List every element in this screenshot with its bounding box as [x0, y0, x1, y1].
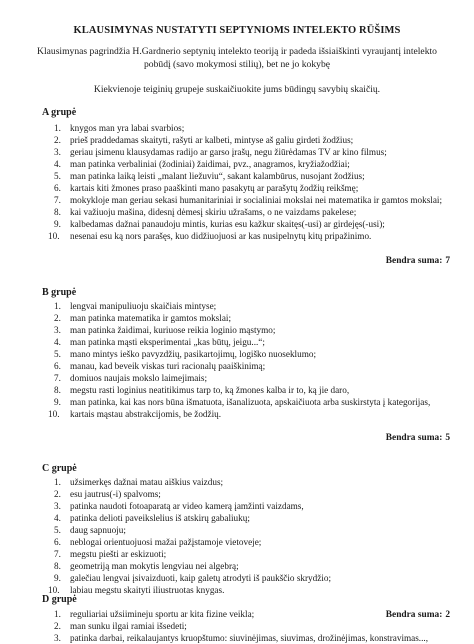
- list-item-number: 1.: [54, 609, 61, 619]
- group-c-sum-value: 2: [445, 610, 450, 620]
- list-item-text: neblogai orientuojuosi mažai pažįstamoje vietoveje;: [70, 537, 262, 547]
- list-item-text: patinka delioti paveikslelius iš atskirų gabaliukų;: [70, 513, 250, 523]
- group-c-title: C grupė: [42, 463, 77, 474]
- list-item-text: kalbedamas dažnai panaudoju mintis, kurias esu kažkur skaitęs(-usi) ar girdejęs(-usi);: [70, 219, 385, 229]
- list-item-text: labiau megstu skaityti iliustruotas knygas.: [70, 585, 225, 595]
- list-item: [42, 218, 462, 230]
- group-c-sum-label: Bendra suma:: [385, 610, 443, 620]
- list-item-number: 1.: [54, 123, 61, 133]
- list-item: [42, 476, 462, 488]
- list-item: [42, 170, 462, 182]
- list-item-number: 1.: [54, 477, 61, 487]
- list-item-text: reguliariai užsiimineju sportu ar kita fizine veikla;: [70, 609, 255, 619]
- list-item: [42, 632, 462, 644]
- list-item-text: esu jautrus(-i) spalvoms;: [70, 489, 161, 499]
- group-a-sum-value: 7: [445, 256, 450, 266]
- list-item-number: 4.: [54, 513, 61, 523]
- list-item-number: 2.: [54, 489, 61, 499]
- group-c-list: [42, 476, 462, 596]
- list-item-text: geometriją man mokytis lengviau nei algebrą;: [70, 561, 239, 571]
- group-b-sum: [386, 432, 450, 444]
- group-a-title: A grupė: [42, 107, 77, 118]
- list-item-number: 5.: [54, 171, 61, 181]
- list-item: [42, 620, 462, 632]
- list-item-text: megstu rasti loginius neatitikimus tarp to, ką žmones kalba ir to, ką jie daro,: [70, 385, 350, 395]
- list-item-text: patinka naudoti fotoaparatą ar video kamerą įamžinti vaizdams,: [70, 501, 304, 511]
- list-item-text: man patinka žaidimai, kuriuose reikia loginio mąstymo;: [70, 325, 276, 335]
- list-item-number: 2.: [54, 313, 61, 323]
- list-item-number: 10.: [48, 585, 60, 595]
- list-item-number: 8.: [54, 207, 61, 217]
- list-item-text: patinka darbai, reikalaujantys kruopštumo: siuvinėjimas, siuvimas, drožinėjimas, konstravimas...,: [70, 633, 428, 643]
- list-item: [42, 312, 462, 324]
- list-item-number: 2.: [54, 135, 61, 145]
- list-item-text: kai važiuoju mašina, didesnį dėmesį skiriu užrašams, o ne vaizdams pakelese;: [70, 207, 357, 217]
- list-item-number: 4.: [54, 159, 61, 169]
- list-item-number: 4.: [54, 337, 61, 347]
- list-item-number: 3.: [54, 633, 61, 643]
- list-item-text: daug sapnuoju;: [70, 525, 126, 535]
- list-item-text: mokykloje man geriau sekasi humanitariniai ir socialiniai mokslai nei matematika ir gamtos mokslai;: [70, 195, 443, 205]
- list-item-number: 5.: [54, 349, 61, 359]
- list-item-text: geriau įsimenu klausydamas radijo ar garso įrašų, negu žiūrėdamas TV ar kino filmus;: [70, 147, 387, 157]
- group-b-sum-label: Bendra suma:: [385, 433, 443, 443]
- list-item: [42, 560, 462, 572]
- list-item-number: 3.: [54, 325, 61, 335]
- list-item: [42, 324, 462, 336]
- list-item: [42, 396, 462, 408]
- list-item-number: 3.: [54, 147, 61, 157]
- group-a-list: [42, 122, 462, 242]
- list-item-number: 10.: [48, 409, 60, 419]
- list-item-number: 9.: [54, 573, 61, 583]
- list-item: [42, 548, 462, 560]
- list-item-number: 6.: [54, 537, 61, 547]
- list-item-number: 8.: [54, 385, 61, 395]
- list-item: [42, 206, 462, 218]
- list-item-number: 2.: [54, 621, 61, 631]
- list-item-text: megstu piešti ar eskizuoti;: [70, 549, 167, 559]
- list-item-number: 10.: [48, 231, 60, 241]
- list-item: [42, 408, 462, 420]
- intro-paragraph: Klausimynas pagrindžia H.Gardnerio septynių intelekto teoriją ir padeda išsiaiškinti vyraujantį intelekto pobūdį (savo mokymosi stilių), bet ne jo kokybę: [37, 46, 437, 70]
- list-item-text: galečiau lengvai įsivaizduoti, kaip galetų atrodyti iš paukščio skrydžio;: [70, 573, 332, 583]
- list-item: [42, 348, 462, 360]
- list-item: [42, 488, 462, 500]
- list-item-text: man patinka matematika ir gamtos mokslai;: [70, 313, 231, 323]
- list-item-text: man sunku ilgai ramiai išsedeti;: [70, 621, 187, 631]
- list-item-text: kartais kiti žmones praso paaškinti mano pasakytų ar parašytų žodžių reikšmę;: [70, 183, 359, 193]
- group-d-list: [42, 608, 462, 644]
- list-item: [42, 146, 462, 158]
- list-item-text: užsimerkęs dažnai matau aiškius vaizdus;: [70, 477, 224, 487]
- list-item: [42, 158, 462, 170]
- list-item-number: 9.: [54, 397, 61, 407]
- list-item-text: kartais mąstau abstrakcijomis, be žodžių.: [70, 409, 222, 419]
- list-item: [42, 608, 462, 620]
- group-d-title: D grupė: [42, 594, 77, 605]
- list-item: [42, 500, 462, 512]
- list-item-text: nesenai esu ką nors parašęs, kuo didžiuojuosi ar kas nusipelnytų kitų pripažinimo.: [70, 231, 372, 241]
- list-item-text: domiuos naujais mokslo laimejimais;: [70, 373, 208, 383]
- list-item: [42, 360, 462, 372]
- list-item-number: 7.: [54, 195, 61, 205]
- list-item: [42, 372, 462, 384]
- list-item-text: prieš praddedamas skaityti, rašyti ar kalbeti, mintyse aš galiu girdeti žodžius;: [70, 135, 354, 145]
- list-item: [42, 336, 462, 348]
- list-item-number: 7.: [54, 373, 61, 383]
- list-item-text: lengvai manipuliuoju skaičiais mintyse;: [70, 301, 217, 311]
- list-item-number: 3.: [54, 501, 61, 511]
- instruction-paragraph: Kiekvienoje teiginių grupeje suskaičiuokite jums būdingų savybių skaičių.: [93, 84, 381, 95]
- list-item-number: 6.: [54, 361, 61, 371]
- list-item-text: mano mintys ieško pavyzdžių, pasikartojimų, logiško nuoseklumo;: [70, 349, 316, 359]
- list-item-text: man patinka verbaliniai (žodiniai) žaidimai, pvz., anagramos, kryžiažodžiai;: [70, 159, 350, 169]
- list-item-text: man patinka mąsti eksperimentai „kas būtų, jeigu...“;: [70, 337, 265, 347]
- list-item-number: 8.: [54, 561, 61, 571]
- list-item-text: man patinka laiką leisti „malant liežuviu“, sakant kalambūrus, nusojant žodžius;: [70, 171, 365, 181]
- list-item: [42, 536, 462, 548]
- list-item: [42, 572, 462, 584]
- group-b-list: [42, 300, 462, 420]
- list-item: [42, 134, 462, 146]
- list-item: [42, 230, 462, 242]
- list-item: [42, 524, 462, 536]
- list-item-number: 7.: [54, 549, 61, 559]
- list-item-text: knygos man yra labai svarbios;: [70, 123, 185, 133]
- list-item: [42, 122, 462, 134]
- list-item-number: 6.: [54, 183, 61, 193]
- list-item: [42, 194, 462, 206]
- list-item: [42, 512, 462, 524]
- list-item-text: manau, kad beveik viskas turi racionalų paaiškinimą;: [70, 361, 266, 371]
- group-a-sum: [386, 255, 450, 267]
- group-b-title: B grupė: [42, 287, 77, 298]
- list-item-number: 9.: [54, 219, 61, 229]
- group-b-sum-value: 5: [445, 433, 450, 443]
- group-a-sum-label: Bendra suma:: [385, 256, 443, 266]
- list-item: [42, 584, 462, 596]
- list-item: [42, 182, 462, 194]
- list-item-number: 5.: [54, 525, 61, 535]
- list-item-number: 1.: [54, 301, 61, 311]
- document-title: KLAUSIMYNAS NUSTATYTI SEPTYNIOMS INTELEKTO RŪŠIMS: [73, 25, 401, 36]
- list-item-text: man patinka, kai kas nors būna išmatuota, išanalizuota, apskaičiuota arba suskirstyta į kategorijas,: [70, 397, 431, 407]
- list-item: [42, 384, 462, 396]
- list-item: [42, 300, 462, 312]
